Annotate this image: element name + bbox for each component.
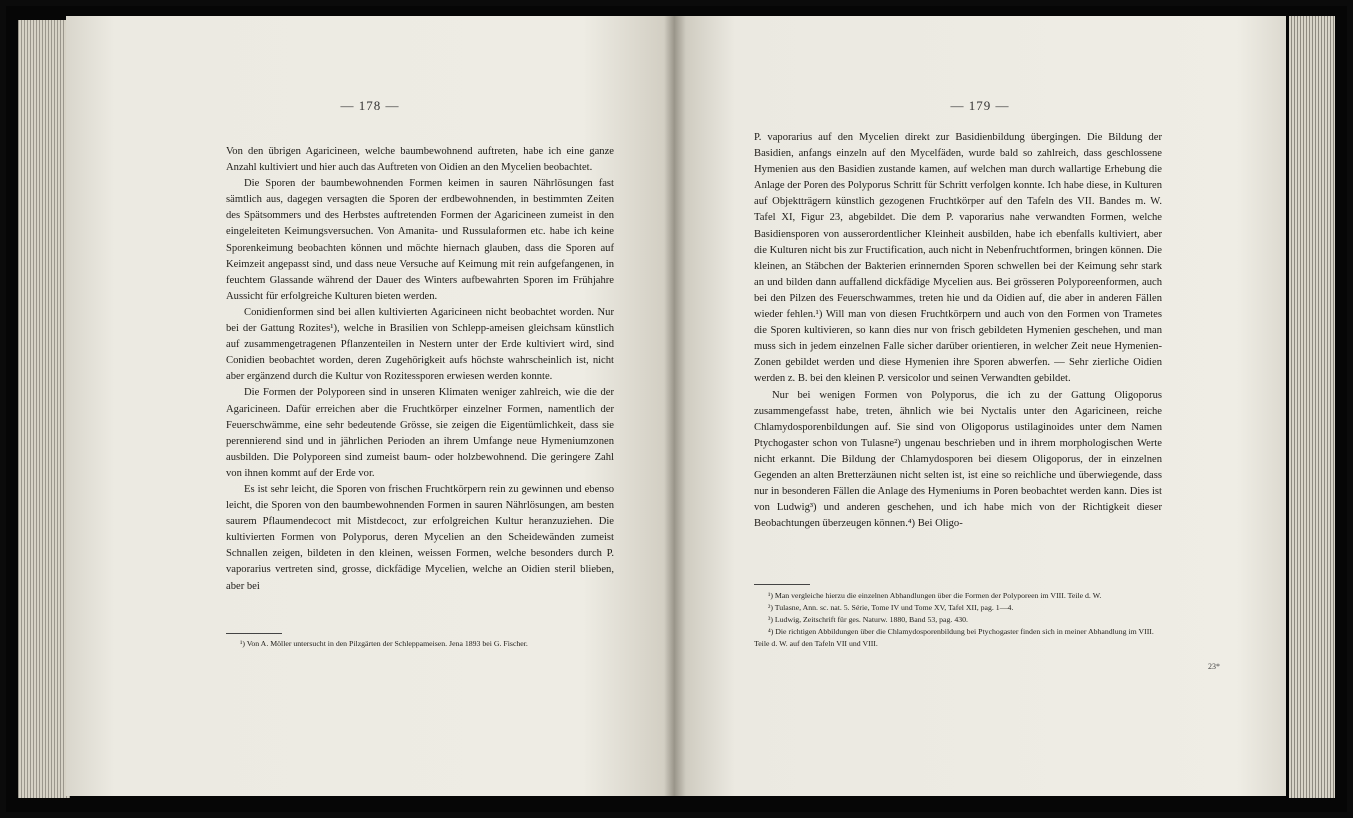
footnote-rule <box>754 584 810 585</box>
footnotes <box>754 590 1162 650</box>
page-number: — 179 — <box>950 98 1010 113</box>
footnote: ⁴) Die richtigen Abbildungen über die Chlamydosporenbildung bei Ptychogaster finden sich in meiner Abhandlung im VIII. Teile d. W. auf den Tafeln VII und VIII. <box>754 627 1154 648</box>
footnotes <box>226 638 614 650</box>
footnote-rule <box>226 633 282 634</box>
paragraph: Von den übrigen Agaricineen, welche baumbewohnend auftreten, habe ich eine ganze Anzahl kultiviert und hier auch das Auftreten von Oidien an den Mycelien beobachtet. <box>226 146 614 174</box>
footnote: ¹) Von A. Möller untersucht in den Pilzgärten der Schleppameisen. Jena 1893 bei G. Fischer. <box>240 639 528 648</box>
body-text <box>226 144 614 595</box>
page-number: — 178 — <box>340 98 400 113</box>
paragraph: P. vaporarius auf den Mycelien direkt zur Basidienbildung übergingen. Die Bildung der Basidien, anfangs einzeln auf den Mycelfäden, wurde bald so zahlreich, dass geschlossene Hymenien aus den Basidien zustande kamen, auf welchen man durch wallartige Erhebung die Anlage der Poren des Polyporus Schritt für Schritt verfolgen konnte. Ich habe diese, in Kulturen auf Objektträgern künstlich gezogenen Fruchtkörper auf den Tafeln des VII. Bandes m. W. Tafel XI, Figur 23, abgebildet. Die dem P. vaporarius nahe verwandten Formen, welche Basidiensporen von ausserordentlicher Kleinheit ausbilden, habe ich ebenfalls kultiviert, aber die Kulturen nicht bis zur Fructification, auch nicht in Nebenfruchtformen, bringen können. Die kleinen, an Stäbchen der Bakterien erinnernden Sporen schwellen bei der Keimung sehr stark an und bilden dann auffallend dickfädige Mycelien aus. Bei grösseren Polyporeenformen, auch bei den Pilzen des Feuerschwammes, treten hie und da Oidien auf, die aber in anderen Fällen wieder fehlen.¹) Will man von diesen Fruchtkörpern und auch von den Formen von Trametes die Sporen kultivieren, so kann dies nur von frisch gebildeten Hymenien geschehen, und man muss sich in jedem einzelnen Falle sicher darüber orientieren, in welcher Zeit neue Hymenien-Zonen gebildet werden und diese Hymenien ihre Sporen abwerfen. — Sehr zierliche Oidien werden z. B. bei den kleinen P. versicolor und seinen Verwandten gebildet. <box>754 132 1162 385</box>
footnote: ²) Tulasne, Ann. sc. nat. 5. Série, Tome IV und Tome XV, Tafel XII, pag. 1—4. <box>768 603 1014 612</box>
signature-mark: 23* <box>1208 662 1220 671</box>
footnote: ¹) Man vergleiche hierzu die einzelnen Abhandlungen über die Formen der Polyporeen im VIII. Teile d. W. <box>768 591 1102 600</box>
paragraph: Die Formen der Polyporeen sind in unseren Klimaten weniger zahlreich, wie die der Agaricineen. Dafür erreichen aber die Fruchtkörper einzelner Formen, namentlich der Feuerschwämme, eine sehr bedeutende Grösse, sie zeigen die Eigentümlichkeit, dass sie perennierend sind und in jährlichen Perioden an ihrem Umfange neue Hymeniumzonen ausbilden. Die Polyporeen sind zumeist baum- oder holzbewohnend. Die geringere Zahl von ihnen kommt auf der Erde vor. <box>226 387 614 479</box>
left-page <box>66 16 674 796</box>
body-text <box>754 130 1162 532</box>
footnote: ³) Ludwig, Zeitschrift für ges. Naturw. 1880, Band 53, pag. 430. <box>768 615 968 624</box>
paragraph: Die Sporen der baumbewohnenden Formen keimen in sauren Nährlösungen fast sämtlich aus, dagegen versagten die Sporen der erdbewohnenden, in bestimmten Zeiten des Spätsommers und des Herbstes auftretenden Formen der Agaricineen zumeist in den eingeleiteten Keimungsversuchen. Von Amanita- und Russulaformen etc. habe ich keine Sporenkeimung beobachten können und möchte hiernach glauben, dass die Sporen auf Keimzeit angepasst sind, und dass neue Versuche auf Keimung mit rein aufgefangenen, in feuchtem Glassande während der Dauer des Winters aufbewahrten Sporen im Frühjahre Aussicht für erfolgreiche Kulturen bieten werden. <box>226 178 614 302</box>
left-page-edges <box>18 20 70 798</box>
right-page-edges <box>1289 16 1335 798</box>
right-page <box>674 16 1286 796</box>
paragraph: Nur bei wenigen Formen von Polyporus, die ich zu der Gattung Oligoporus zusammengefasst habe, treten, ähnlich wie bei Nyctalis unter den Agaricineen, reiche Chlamydosporenbildungen auf. Sie sind von Oligoporus ustilaginoides unter dem Namen Ptychogaster schon von Tulasne²) ungenau beschrieben und in ihrem morphologischen Werte nicht erkannt. Die Bildung der Chlamydosporen bei diesem Oligoporus, der in einzelnen Gegenden an alten Bretterzäunen nicht selten ist, ist eine so reichliche und überwiegende, dass nur in besonderen Fällen die Anlage des Hymeniums in Poren beobachtet werden kann. Dies ist von Ludwig³) und anderen geschehen, und ich habe mich von der Richtigkeit dieser Beobachtungen überzeugen können.⁴) Bei Oligo- <box>754 389 1162 530</box>
book-gutter <box>664 16 686 796</box>
paragraph: Conidienformen sind bei allen kultivierten Agaricineen nicht beobachtet worden. Nur bei der Gattung Rozites¹), welche in Brasilien von Schlepp-ameisen gleichsam künstlich auf zusammengetragenen Pflanzenteilen in Nestern unter der Erde kultiviert wird, sind Conidien beobachtet worden, deren Zugehörigkeit aufs höchste wahrscheinlich ist, nicht aber ergänzend durch die Kultur von Rozitessporen erwiesen werden konnte. <box>226 306 614 383</box>
paragraph: Es ist sehr leicht, die Sporen von frischen Fruchtkörpern rein zu gewinnen und ebenso leicht, die Sporen von den baumbewohnenden Formen in sauren Nährlösungen, am besten saurem Pflaumendecoct mit Mistdecoct, zur erfolgreichen Kultur heranzuziehen. Die kultivierten Formen von Polyporus, deren Mycelien an den Scheidewänden zumeist Schnallen zeigen, bildeten in den kleinen, weissen Formen, welche besonders durch P. vaporarius vertreten sind, grosse, dickfädige Mycelien, welche an Oidien steril blieben, aber bei <box>226 483 614 592</box>
